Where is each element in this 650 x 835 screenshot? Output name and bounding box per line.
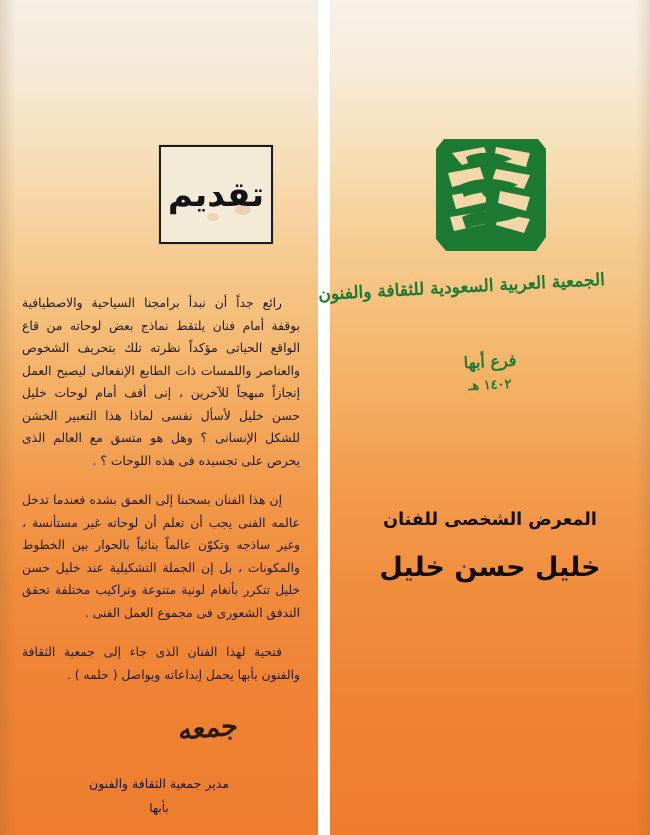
brochure-cover-panel: [317, 0, 650, 835]
paragraph: فتحية لهذا الفنان الذى جاء إلى جمعية الثقافة والفنون بأبها يحمل إبداعاته ويواصل ( حلمه ) .: [22, 645, 300, 682]
signature-caption: مدير جمعية الثقافة والفنون: [89, 776, 229, 791]
society-logo-icon: [426, 133, 554, 261]
society-name-line-2: فرع أبها: [463, 350, 517, 373]
handwritten-signature: جمعه: [176, 710, 240, 747]
page-edge-shadow-left: [0, 0, 16, 835]
heading-title: تقديم: [167, 174, 265, 215]
cover-subtitle: المعرض الشخصى للفنان: [383, 510, 597, 530]
paragraph: إن هذا الفنان بسحبنا إلى العمق بشده فعندما تدخل عالمه الفنى يجب أن تعلم أن لوحاته غير مستأنسة ، وغير ساذجه وتكوّن عالماً بنائياً بالحوار بين الخطوط والمكونات ، بل إن الجملة التشكيلية عند خليل حسن خليل تتكرر بأنغام لونية متنوعة وتراكيب مختلفة تحقق التدفق الشعورى فى مجموع العمل الفنى .: [22, 493, 300, 620]
brochure-inner-panel: [0, 0, 318, 835]
society-name-line-1: الجمعية العربية السعودية للثقافة والفنون: [317, 269, 606, 305]
paragraph: رائع جداً أن نبدأ برامجنا السياحية والاصطيافية بوقفة أمام فنان يلتقط نماذج بعض لوحاته من قاع الواقع الحياتى مؤكداً نظرته تلك بتحريف الشخوص والعناصر واللمسات ذات الطابع الإنفعالى ليصبح العمل إنجازاً مبهجاً للآخرين ، إنى أقف أمام لوحات خليل حسن خليل لأسأل نفسى لماذا هذا التعبير الخشن للشكل الإنسانى ؟ وهل هو متسق مع العالم الذى يحرص على تجسيده فى هذه اللوحات ؟ .: [22, 296, 300, 468]
body-text: [22, 292, 300, 703]
heading-box: [159, 145, 273, 244]
fold-gutter: [318, 0, 330, 835]
page-edge-shadow-right: [636, 0, 650, 835]
cover-artist-name: خليل حسن خليل: [379, 552, 601, 583]
signature-city: بأبها: [149, 801, 169, 815]
society-name-year: ١٤٠٢ هـ: [468, 376, 512, 395]
